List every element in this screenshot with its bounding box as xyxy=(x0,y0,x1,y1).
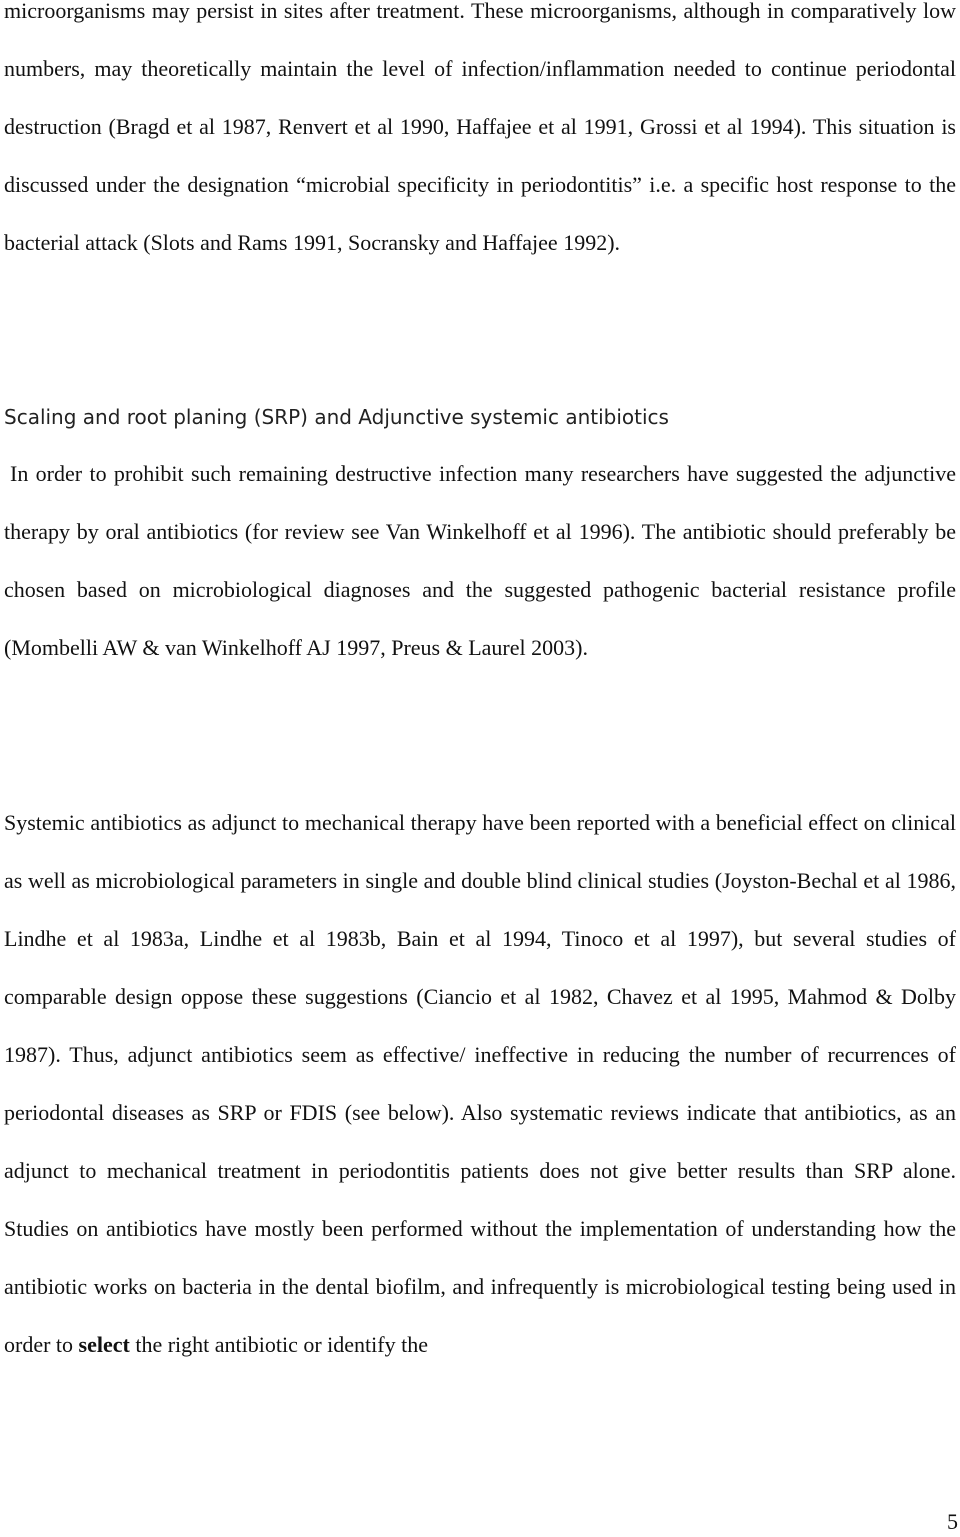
paragraph-text: In order to prohibit such remaining destructive infection many researchers have suggested the adjunctive therapy by oral antibiotics (for review see Van Winkelhoff et al 1996). The antibiotic should preferably be chosen based on microbiological diagnoses and the suggested pathogenic bacterial resistance profile (Mombelli AW & van Winkelhoff AJ 1997, Preus & Laurel 2003). xyxy=(4,461,956,660)
paragraph-text: the right antibiotic or identify the xyxy=(129,1332,428,1357)
paragraph-text: Systemic antibiotics as adjunct to mechanical therapy have been reported with a beneficial effect on clinical as well as microbiological parameters in single and double blind clinical studies (Joyston-Bechal et al 1986, Lindhe et al 1983a, Lindhe et al 1983b, Bain et al 1994, Tinoco et al 1997), but several studies of comparable design oppose these suggestions (Ciancio et al 1982, Chavez et al 1995, Mahmod & Dolby 1987). Thus, adjunct antibiotics seem as effective/ ineffective in reducing the number of recurrences of periodontal diseases as SRP or FDIS (see below). Also systematic reviews indicate that antibiotics, as an adjunct to mechanical treatment in periodontitis patients does not give better results than SRP alone. Studies on antibiotics have mostly been performed without the implementation of understanding how the antibiotic works on bacteria in the dental biofilm, and infrequently is microbiological testing being used in order to xyxy=(4,810,956,1357)
body-paragraph: microorganisms may persist in sites after treatment. These microorganisms, although in comparatively low numbers, may theoretically maintain the level of infection/inflammation needed to continue periodontal destruction (Bragd et al 1987, Renvert et al 1990, Haffajee et al 1991, Grossi et al 1994). This situation is discussed under the designation “microbial specificity in periodontitis” i.e. a specific host response to the bacterial attack (Slots and Rams 1991, Socransky and Haffajee 1992). xyxy=(4,0,956,255)
body-paragraph xyxy=(4,794,956,1374)
body-paragraph xyxy=(4,445,956,677)
page-number: 5 xyxy=(947,1509,958,1534)
emphasized-word: select xyxy=(78,1332,130,1357)
section-heading: Scaling and root planing (SRP) and Adjunctive systemic antibiotics xyxy=(4,405,669,429)
